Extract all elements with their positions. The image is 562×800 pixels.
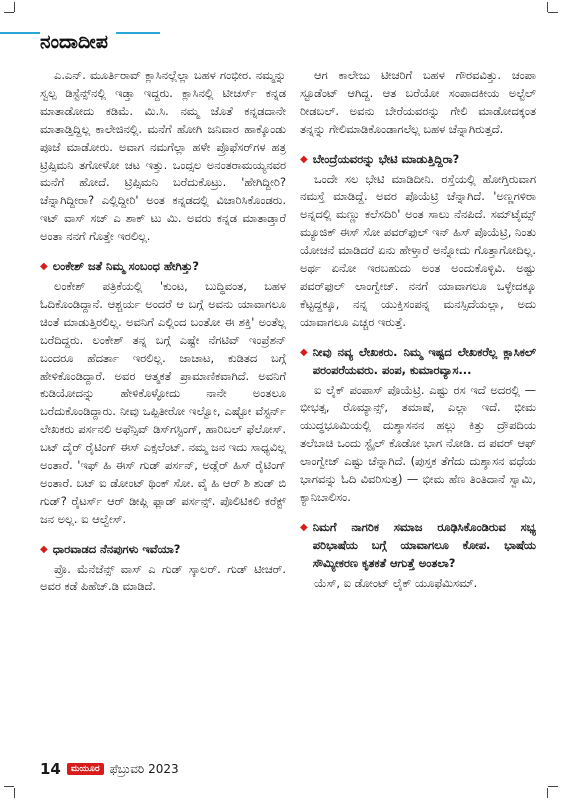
crop-mark <box>548 786 558 787</box>
question-text: ನೀವು ನವ್ಯ ಲೇಖಕರು. ನಿಮ್ಮ ಇಷ್ಟದ ಲೇಖಕರೆಲ್ಲ ಕ್ಲಾಸಿಕಲ್ ಪರಂಪರೆಯವರು. ಪಂಪ, ಕುಮಾರವ್ಯಾಸ... <box>312 344 536 377</box>
diamond-bullet-icon: ◆ <box>40 261 48 273</box>
question <box>40 258 286 276</box>
crop-mark <box>14 788 15 798</box>
section-title: ನಂದಾದೀಪ <box>40 30 116 54</box>
crop-mark <box>548 12 558 13</box>
crop-mark <box>4 786 14 787</box>
diamond-bullet-icon: ◆ <box>300 521 308 533</box>
question <box>300 519 536 573</box>
crop-mark <box>547 788 548 798</box>
paragraph: ಎ.ಎನ್. ಮೂರ್ತಿರಾವ್ ಕ್ಲಾಸಿನಲ್ಲೆಲ್ಲಾ ಬಹಳ ಗಂಭೀರ. ನಮ್ಮನ್ನು ಸ್ವಲ್ಪ ಡಿಸ್ಟೆನ್ಸ್‌ನಲ್ಲಿ ಇಡ್ತಾ ಇದ್ದರು. ಕ್ಲಾಸಿನಲ್ಲಿ ಟೀಚರ್ಸ್ ಕನ್ನಡ ಮಾತಾಡೋದು ಕಡಿಮೆ. ಮಿ.ಸಿ. ನಮ್ಮ ಜೊತೆ ಕನ್ನಡದಾನೇ ಮಾತಾಡ್ತಿದ್ದಿಲ್ಲ ಕಾಲೇಜಿನಲ್ಲಿ. ಮನೆಗೆ ಹೋಗಿ ಜನಿವಾರ ಹಾಕ್ಕೊಂಡು ಪೂಜೆ ಮಾಡೋರು. ಅವಾಗ ನಮಗೆಲ್ಲಾ ಹಳೇ ಪ್ರೊಫೆಸರ್‌ಗಳ ಹತ್ರ ಟ್ರಿಪ್ಸಿಮನಿ ತಗೋಳೋ ಚಟ ಇತ್ತು. ಒಂದ್ಸಲ ಅನಂತರಾಮಯ್ಯನವರ ಮನೆಗೆ ಹೋದೆ. ಟ್ರಿಪ್ಸಿಮನಿ ಬರೆದುಕೊಟ್ರು. 'ಹೇಗಿದ್ದೀರಿ? ಚೆನ್ನಾಗಿದ್ದೀರಾ? ಎಲ್ಲಿದ್ದೀರಿ' ಅಂತ ಕನ್ನಡದಲ್ಲಿ ವಿಚಾರಿಸಿಕೊಂಡರು. ಇಟ್ ವಾಸ್ ಸಚ್ ಎ ಶಾಕ್ ಟು ಮಿ. ಅವರು ಕನ್ನಡ ಮಾತಾಡ್ತಾರೆ ಅಂತಾ ನನಗೆ ಗೊತ್ತೇ ಇರಲಿಲ್ಲ. <box>40 68 286 244</box>
crop-mark <box>4 12 14 13</box>
diamond-bullet-icon: ◆ <box>300 153 308 165</box>
diamond-bullet-icon: ◆ <box>40 543 48 555</box>
question <box>40 541 286 559</box>
right-column <box>300 67 536 592</box>
paragraph: ಲಂಕೇಶ್ ಪತ್ರಿಕೆಯಲ್ಲಿ 'ಕುಂಟ, ಬುದ್ಧಿವಂತ, ಬಹಳ ಓದಿಕೊಂಡಿದ್ದಾನೆ. ಆಶ್ಚರ್ಯ ಅಂದರೆ ಆ ಬಗ್ಗೆ ಅವನು ಯಾವಾಗಲೂ ಚಿಂತೆ ಮಾಡುತ್ತಿರಲಿಲ್ಲ. ಅವನಿಗೆ ಎಲ್ಲಿಂದ ಬಂತೋ ಈ ಶಕ್ತಿ' ಅಂತೆಲ್ಲ ಬರೆದಿದ್ದರು. ಲಂಕೇಶ್ ತನ್ನ ಬಗ್ಗೆ ಎಷ್ಟೇ ನೆಗಟಿವ್ ಇಂಪ್ರೆಶನ್ ಬಂದರೂ ಹೆದರ್ತಾ ಇರಲಿಲ್ಲ. ಜಾಚಾಟ, ಕುಡಿತದ ಬಗ್ಗೆ ಹೇಳಿಕೊಂಡಿದ್ದಾರೆ. ಅವರ ಆತ್ಮಕತೆ ಪ್ರಾಮಾಣಿಕವಾಗಿದೆ. ಅವನಿಗೆ ಕುಡಿಯೋದನ್ನು ಹೇಳಿಕೊಳ್ಳೋದು ನಾನೇ ಅಂತಲೂ ಬರೆದುಕೊಂಡಿದ್ದಾರು. ನೀವು ಒಪ್ಪಿತೀರೋ ಇಲ್ವೋ, ಎಷ್ಟೋ ವೆಸ್ಟರ್ನ್ ಲೇಖಕರು ಪರ್ಸನಲಿ ಅಫೆನ್ಸಿವ್ ಡಿಸ್‌ಗಸ್ಟಿಂಗ್, ಹಾರಿಬಲ್ ಫೆಲೋಸ್. ಬಟ್ ದೈರ್ ರೈಟಿಂಗ್ ಈಸ್ ಎಕ್ಸಲೆಂಟ್. ನಮ್ಮ ಜನ ಇದು ಸಾಧ್ಯವಿಲ್ಲ ಅಂತಾರೆ. 'ಇಫ್ ಹಿ ಈಸ್ ಗುಡ್ ಪರ್ಸನ್, ಅಡ್ಲೆರ್ ಹಿಸ್ ರೈಟಿಂಗ್ ಅಂತಾರೆ. ಬಟ್ ಐ ಡೋಂಟ್ ಥಿಂಕ್ ಸೋ. ವೈ ಹಿ ಆರ್ ಶಿ ಶುಡ್ ಬಿ ಗುಡ್? ರೈಟರ್ಸ್ ಆರ್ ಡೀಪ್ಲಿ ಫ್ಲಾಡ್ ಪರ್ಸನ್ಸ್. ಪೊಲಿಟಿಕಲಿ ಕರೆಕ್ಟ್ ಜನ ಅಲ್ಲ. ಐ ಆಲ್ವೇಸ್. <box>40 278 286 526</box>
page-number: 14 <box>40 760 61 778</box>
paragraph: ಪ್ರೊ. ಮೆನೆಜೆನ್ಸ್ ವಾಸ್ ಎ ಗುಡ್ ಸ್ಕಾಲರ್. ಗುಡ್ ಟೀಚರ್. ಅವರ ಕಡೆ ಪಿಹೆಚ್.ಡಿ ಮಾಡಿದೆ. <box>40 561 286 594</box>
paragraph: ಆಗ ಕಾಲೇಜು ಟೀಚರಿಗೆ ಬಹಳ ಗೌರವವಿತ್ತು. ಚಂಪಾ ಸ್ಟೂಡೆಂಟ್ ಆಗಿದ್ದ. ಆತ ಬರೆಯೋ ಸಂಪಾದಕೀಯ ಅಲ್ಟೆಲ್ ರೀಡಬಲ್. ಅವನು ಬೇರೆಯವರನ್ನು ಗೇಲಿ ಮಾಡೋದಕ್ಕಂತ ತನ್ನನ್ನು ಗೇಲಿಮಾಡಿಕೊಂಡಾಗಲೆಲ್ಲ ಬಹಳ ಚೆನ್ನಾಗಿರುತ್ತದೆ. <box>300 68 536 136</box>
paragraph: ಒಂದೇ ಸಲ ಭೇಟಿ ಮಾಡಿದೀನಿ. ರಸ್ತೆಯಲ್ಲಿ ಹೋಗ್ತಿರುವಾಗ ನಮಸ್ತೆ ಮಾಡಿದ್ದೆ. ಅವರ ಪೊಯೆಟ್ರಿ ಚೆನ್ನಾಗಿದೆ. 'ಅಣ್ಣಗಳಿರಾ ಅನ್ನದಲ್ಲಿ ಮಣ್ಣು ಕಲೆಸದಿರಿ' ಅಂತ ಸಾಲು ನೆನಪಿದೆ. ಸಮ್‌ಟೈಮ್ಸ್ ಮ್ಯೂಜಿಕ್ ಈಸ್ ಸೋ ಪವರ್‌ಫುಲ್ ಇನ್ ಹಿಸ್ ಪೊಯೆಟ್ರಿ, ನಿಂತು ಯೋಚನೆ ಮಾಡಿದರೆ ಏನು ಹೇಳ್ತಾರೆ ಅನ್ನೋದು ಗೊತ್ತಾಗೋದಿಲ್ಲ. ಅರ್ಥ ಏನೋ ಇರಬಹುದು ಅಂತ ಅಂದುಕೊಳ್ಳಿವಿ. ಅಷ್ಟು ಪವರ್‌ಫುಲ್ ಲಾಂಗ್ವೇಜ್. ನನಗೆ ಯಾವಾಗಲೂ ಒಳ್ಳೇದಕ್ಕೂ ಕೆಟ್ಟದ್ದಕ್ಕೂ, ನನ್ನ ಯುಕ್ತಿಸಂಪನ್ನ ಮನಸ್ಸಿದೆಯಲ್ಲಾ, ಅದು ಯಾವಾಗಲೂ ಎಚ್ಚರ ಇರುತ್ತೆ. <box>300 171 536 329</box>
issue-date: ಫೆಬ್ರುವರಿ 2023 <box>109 761 179 776</box>
question-text: ಬೇಂದ್ರೆಯವರನ್ನು ಭೇಟಿ ಮಾಡುತ್ತಿದ್ದಿರಾ? <box>312 151 460 166</box>
question <box>300 344 536 380</box>
left-column <box>40 67 286 596</box>
magazine-logo: ಮಯೂರ <box>67 763 104 775</box>
crop-mark <box>547 2 548 12</box>
question-text: ನಿಮಗೆ ನಾಗರಿಕ ಸಮಾಜ ರೂಢಿಸಿಕೊಂಡಿರುವ ಸಭ್ಯ ಪರಿಭಾಷೆಯ ಬಗ್ಗೆ ಯಾವಾಗಲೂ ಕೋಪ. ಭಾಷೆಯ ಸೌಮ್ಯೀಕರಣ ಕೃತಕತೆ ಆಗುತ್ತೆ ಅಂತಲಾ? <box>312 519 536 570</box>
paragraph: ಐ ಲೈಕ್ ಪಂಪಾಸ್ ಪೊಯೆಟ್ರಿ. ಎಷ್ಟು ರಸ ಇದೆ ಅದರಲ್ಲಿ — ಭೀಭತ್ಸ, ರೊಮ್ಯಾನ್ಸ್, ತಮಾಷೆ, ಎಲ್ಲಾ ಇದೆ. ಭೀಮ ಯುದ್ಧಭೂಮಿಯಲ್ಲಿ ದುಶ್ಶಾಸನನ ಹಲ್ಲು ಕಿತ್ತು ದ್ರೌಪದಿಯ ತಲೆಬಾಚಿ ಒಂದು ಸ್ಟೈಲ್ ಕೊಡೋ ಭಾಗ ನೋಡಿ. ದ ಪವರ್ ಆಫ್ ಲಾಂಗ್ವೇಜ್ ಎಷ್ಟು ಚೆನ್ನಾಗಿದೆ. (ಪುಸ್ತಕ ತೆಗೆದು ದುಶ್ಶಾಸನ ವಧೆಯ ಭಾಗವನ್ನು ಓದಿ ವಿವರಿಸುತ್ತ) — ಭೀಮ ಹೆಣ ತಿಂತಿದಾನೆ ಸ್ವಾಮಿ, ಕ್ಯಾನಿಬಾಲಿಸಂ. <box>300 382 536 504</box>
question-text: ಧಾರವಾಡದ ನೆನಪುಗಳು ಇವೆಯಾ? <box>52 541 181 556</box>
question <box>300 151 536 169</box>
crop-mark <box>14 2 15 12</box>
paragraph: ಯೆಸ್, ಐ ಡೋಂಟ್ ಲೈಕ್ ಯೂಫೆಮಿಸಮ್. <box>314 575 478 590</box>
diamond-bullet-icon: ◆ <box>300 346 308 358</box>
page-footer <box>40 760 179 778</box>
question-text: ಲಂಕೇಶ್ ಜತೆ ನಿಮ್ಮ ಸಂಬಂಧ ಹೇಗಿತ್ತು? <box>52 259 199 274</box>
